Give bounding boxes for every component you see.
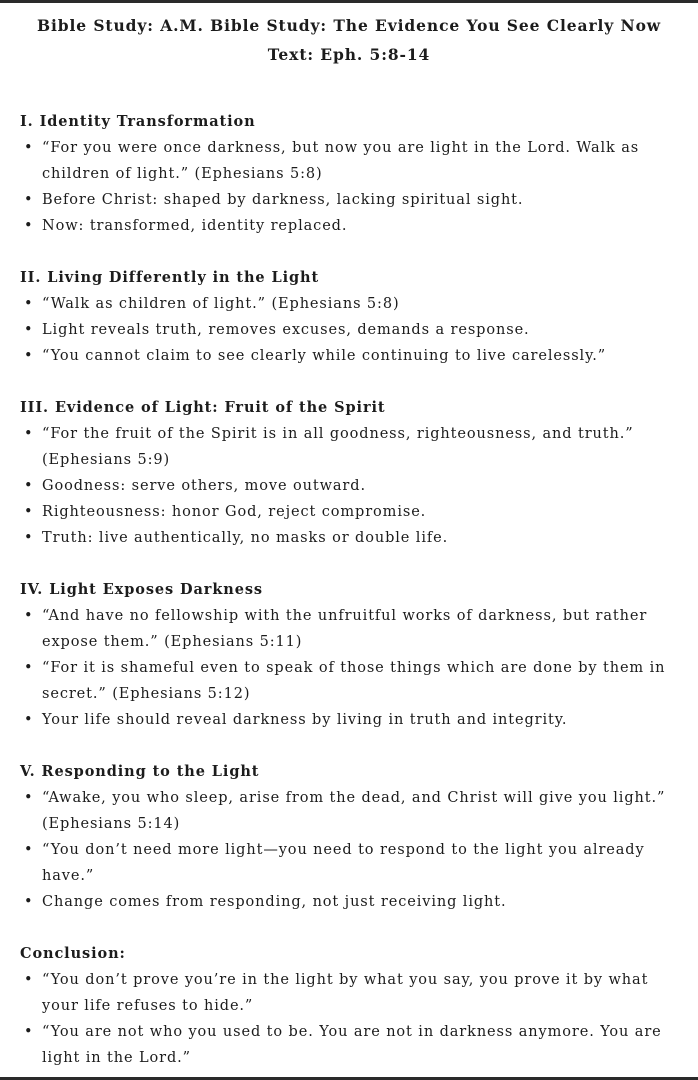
bullet-dot-icon: • xyxy=(24,608,34,624)
outline-section xyxy=(20,577,684,733)
bullet-dot-icon: • xyxy=(24,790,34,806)
bullet-item xyxy=(20,1019,684,1071)
bullet-item xyxy=(20,343,684,369)
bullet-text: Before Christ: shaped by darkness, lacking spiritual sight. xyxy=(42,192,524,208)
bullet-dot-icon: • xyxy=(24,972,34,988)
document-subtitle: Text: Eph. 5:8-14 xyxy=(267,45,431,64)
bullet-text: Now: transformed, identity replaced. xyxy=(42,218,348,234)
bullet-item xyxy=(20,317,684,343)
bullet-dot-icon: • xyxy=(24,660,34,676)
bullet-dot-icon: • xyxy=(24,322,34,338)
bullet-text: “Walk as children of light.” (Ephesians 5:8) xyxy=(42,296,400,312)
section-heading: I. Identity Transformation xyxy=(20,113,256,130)
bullet-text: “And have no fellowship with the unfruitful works of darkness, but rather expose them.” (Ephesians 5:11) xyxy=(42,608,648,650)
bullet-dot-icon: • xyxy=(24,192,34,208)
bullet-text: “For you were once darkness, but now you are light in the Lord. Walk as children of light.” (Ephesians 5:8) xyxy=(42,140,640,182)
bullet-item xyxy=(20,837,684,889)
bullet-text: “You don’t prove you’re in the light by what you say, you prove it by what your life refuses to hide.” xyxy=(42,972,649,1014)
bullet-item xyxy=(20,603,684,655)
outline-section xyxy=(20,759,684,915)
outline-section xyxy=(20,265,684,369)
section-heading: V. Responding to the Light xyxy=(20,763,260,780)
bullet-item xyxy=(20,213,684,239)
bullet-text: Truth: live authentically, no masks or double life. xyxy=(42,530,449,546)
bullet-text: Righteousness: honor God, reject compromise. xyxy=(42,504,427,520)
document-header xyxy=(0,3,698,69)
bullet-item xyxy=(20,473,684,499)
bullet-text: Goodness: serve others, move outward. xyxy=(42,478,366,494)
outline-section xyxy=(20,395,684,551)
bullet-dot-icon: • xyxy=(24,1024,34,1040)
bullet-text: Your life should reveal darkness by living in truth and integrity. xyxy=(42,712,568,728)
outline-section xyxy=(20,109,684,239)
bullet-text: Light reveals truth, removes excuses, demands a response. xyxy=(42,322,530,338)
bullet-text: “For it is shameful even to speak of those things which are done by them in secret.” (Ephesians 5:12) xyxy=(42,660,666,702)
section-heading: Conclusion: xyxy=(20,945,126,962)
document-body xyxy=(0,69,698,1071)
section-heading: III. Evidence of Light: Fruit of the Spirit xyxy=(20,399,386,416)
bullet-item xyxy=(20,291,684,317)
bullet-dot-icon: • xyxy=(24,894,34,910)
bullet-item xyxy=(20,655,684,707)
bullet-item xyxy=(20,499,684,525)
bullet-dot-icon: • xyxy=(24,140,34,156)
bullet-dot-icon: • xyxy=(24,530,34,546)
bullet-dot-icon: • xyxy=(24,504,34,520)
bullet-item xyxy=(20,889,684,915)
bullet-dot-icon: • xyxy=(24,426,34,442)
bullet-item xyxy=(20,135,684,187)
bullet-list xyxy=(20,785,684,915)
bullet-item xyxy=(20,187,684,213)
bullet-dot-icon: • xyxy=(24,478,34,494)
bullet-text: “You are not who you used to be. You are not in darkness anymore. You are light in the Lord.” xyxy=(42,1024,662,1066)
bullet-list xyxy=(20,421,684,551)
outline-section xyxy=(20,941,684,1071)
bullet-text: “Awake, you who sleep, arise from the dead, and Christ will give you light.” (Ephesians 5:14) xyxy=(42,790,666,832)
bullet-dot-icon: • xyxy=(24,296,34,312)
bullet-dot-icon: • xyxy=(24,842,34,858)
bullet-item xyxy=(20,707,684,733)
bullet-list xyxy=(20,291,684,369)
bullet-item xyxy=(20,967,684,1019)
document-title: Bible Study: A.M. Bible Study: The Evidence You See Clearly Now xyxy=(36,16,662,35)
section-heading: II. Living Differently in the Light xyxy=(20,269,320,286)
bullet-dot-icon: • xyxy=(24,348,34,364)
bullet-item xyxy=(20,525,684,551)
bullet-text: “For the fruit of the Spirit is in all goodness, righteousness, and truth.” (Ephesians 5:9) xyxy=(42,426,634,468)
section-heading: IV. Light Exposes Darkness xyxy=(20,581,263,598)
bullet-list xyxy=(20,135,684,239)
bullet-text: “You don’t need more light—you need to respond to the light you already have.” xyxy=(42,842,645,884)
bullet-dot-icon: • xyxy=(24,218,34,234)
bullet-list xyxy=(20,603,684,733)
bullet-item xyxy=(20,421,684,473)
bullet-text: “You cannot claim to see clearly while continuing to live carelessly.” xyxy=(42,348,607,364)
bullet-text: Change comes from responding, not just receiving light. xyxy=(42,894,507,910)
bullet-list xyxy=(20,967,684,1071)
bullet-dot-icon: • xyxy=(24,712,34,728)
bullet-item xyxy=(20,785,684,837)
